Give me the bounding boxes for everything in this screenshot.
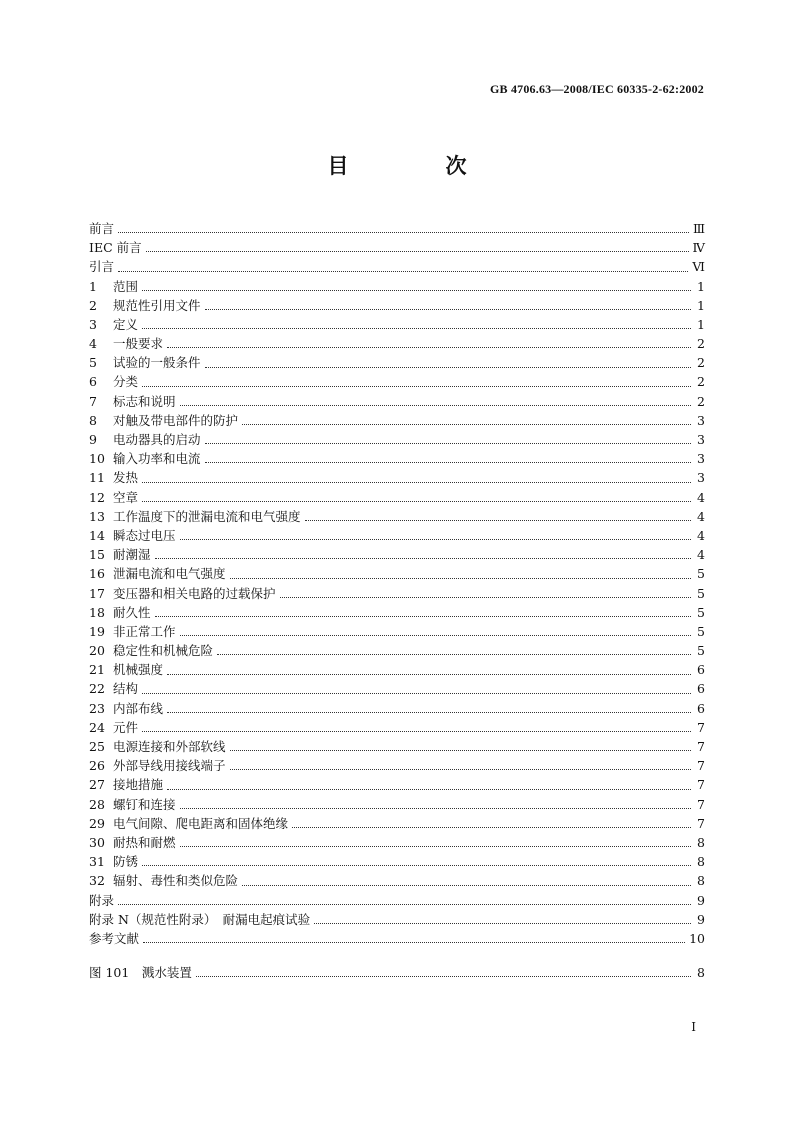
toc-entry-page: 2 xyxy=(697,336,705,352)
toc-entry-title: 参考文献 xyxy=(89,930,140,946)
toc-entry-page: 2 xyxy=(697,355,705,371)
dot-leader xyxy=(305,520,691,521)
dot-leader xyxy=(205,309,691,310)
toc-entry-title: 内部布线 xyxy=(113,700,164,716)
page-title: 目 次 xyxy=(327,153,505,178)
toc-entry-title: 螺钉和连接 xyxy=(113,796,176,812)
toc-entry[interactable] xyxy=(89,891,705,910)
toc-entry-title: 瞬态过电压 xyxy=(113,527,176,543)
toc-entry-number: 1 xyxy=(89,278,97,294)
toc-entry-title: 变压器和相关电路的过载保护 xyxy=(113,585,276,601)
dot-leader xyxy=(142,386,691,387)
dot-leader xyxy=(205,367,691,368)
toc-entry-number: 26 xyxy=(89,758,105,774)
toc-entry-title: 电动器具的启动 xyxy=(113,432,201,448)
toc-entry-title: 耐久性 xyxy=(113,604,151,620)
dot-leader xyxy=(167,789,691,790)
toc-entry-page: 7 xyxy=(697,777,705,793)
toc-entry[interactable] xyxy=(89,929,705,948)
toc-entry-title: IEC 前言 xyxy=(89,240,142,256)
toc-entry-title: 前言 xyxy=(89,220,115,236)
figure-entry[interactable] xyxy=(89,963,705,982)
toc-entry-title: 辐射、毒性和类似危险 xyxy=(113,873,239,889)
toc-entry-page: 4 xyxy=(697,489,705,505)
toc-entry[interactable] xyxy=(89,756,705,775)
dot-leader xyxy=(230,578,691,579)
toc-entry-number: 24 xyxy=(89,719,105,735)
toc-entry-number: 29 xyxy=(89,815,105,831)
dot-leader xyxy=(142,693,691,694)
toc-entry-title: 规范性引用文件 xyxy=(113,297,201,313)
toc-entry-title: 外部导线用接线端子 xyxy=(113,758,226,774)
toc-entry-page: 9 xyxy=(697,911,705,927)
toc-entry[interactable] xyxy=(89,296,705,315)
toc-entry[interactable] xyxy=(89,641,705,660)
toc-entry-title: 工作温度下的泄漏电流和电气强度 xyxy=(113,508,301,524)
dot-leader xyxy=(118,232,689,233)
toc-entry[interactable] xyxy=(89,660,705,679)
dot-leader xyxy=(280,597,691,598)
toc-entry-page: 5 xyxy=(697,585,705,601)
toc-entry[interactable] xyxy=(89,584,705,603)
toc-entry[interactable] xyxy=(89,814,705,833)
toc-entry-number: 27 xyxy=(89,777,105,793)
toc-entry-title: 耐热和耐燃 xyxy=(113,834,176,850)
toc-entry[interactable] xyxy=(89,507,705,526)
toc-entry-page: 8 xyxy=(697,964,705,980)
dot-leader xyxy=(180,846,691,847)
toc-entry-number: 2 xyxy=(89,297,97,313)
toc-entry-page: 1 xyxy=(697,297,705,313)
dot-leader xyxy=(242,424,691,425)
toc-entry-page: 6 xyxy=(697,662,705,678)
figure-list xyxy=(89,963,705,982)
toc-entry-page: 3 xyxy=(697,451,705,467)
toc-entry[interactable] xyxy=(89,392,705,411)
dot-leader xyxy=(180,635,691,636)
toc-entry[interactable] xyxy=(89,603,705,622)
toc-entry-title: 定义 xyxy=(113,316,139,332)
toc-entry-title: 图 101 溅水装置 xyxy=(89,964,192,980)
toc-entry-title: 空章 xyxy=(113,489,139,505)
dot-leader xyxy=(180,539,691,540)
toc-entry-page: 4 xyxy=(697,508,705,524)
toc-entry-page: 3 xyxy=(697,470,705,486)
toc-entry[interactable] xyxy=(89,219,705,238)
dot-leader xyxy=(142,482,691,483)
toc-entry[interactable] xyxy=(89,353,705,372)
dot-leader xyxy=(230,769,691,770)
toc-entry-title: 输入功率和电流 xyxy=(113,451,201,467)
toc-entry-number: 17 xyxy=(89,585,105,601)
dot-leader xyxy=(196,976,691,977)
dot-leader xyxy=(143,942,685,943)
toc-entry-title: 电气间隙、爬电距离和固体绝缘 xyxy=(113,815,289,831)
toc-entry-number: 14 xyxy=(89,527,105,543)
toc-entry-number: 6 xyxy=(89,374,97,390)
dot-leader xyxy=(142,328,691,329)
toc-entry-page: 10 xyxy=(689,930,705,946)
toc-entry[interactable] xyxy=(89,411,705,430)
toc-entry-page: 5 xyxy=(697,566,705,582)
standard-code-header: GB 4706.63—2008/IEC 60335-2-62:2002 xyxy=(490,82,704,96)
toc-entry[interactable] xyxy=(89,334,705,353)
toc-entry-number: 16 xyxy=(89,566,105,582)
toc-entry[interactable] xyxy=(89,871,705,890)
toc-entry-page: Ⅲ xyxy=(692,220,705,236)
toc-entry-page: 7 xyxy=(697,815,705,831)
toc-entry-number: 25 xyxy=(89,739,105,755)
toc-entry-number: 10 xyxy=(89,451,105,467)
toc-entry[interactable] xyxy=(89,277,705,296)
toc-entry[interactable] xyxy=(89,622,705,641)
dot-leader xyxy=(292,827,691,828)
toc-entry-page: Ⅳ xyxy=(692,240,705,256)
toc-entry-page: 3 xyxy=(697,432,705,448)
toc-entry-number: 31 xyxy=(89,854,105,870)
toc-entry-page: 7 xyxy=(697,758,705,774)
toc-entry-title: 分类 xyxy=(113,374,139,390)
dot-leader xyxy=(167,674,691,675)
toc-entry-number: 18 xyxy=(89,604,105,620)
toc-entry-number: 30 xyxy=(89,834,105,850)
toc-entry-number: 20 xyxy=(89,643,105,659)
page-number: I xyxy=(691,1020,696,1034)
dot-leader xyxy=(167,712,691,713)
toc-entry[interactable] xyxy=(89,718,705,737)
toc-entry[interactable] xyxy=(89,775,705,794)
dot-leader xyxy=(142,865,691,866)
toc-entry-title: 发热 xyxy=(113,470,139,486)
toc-entry-page: 9 xyxy=(697,892,705,908)
toc-entry-title: 范围 xyxy=(113,278,139,294)
toc-entry-page: 3 xyxy=(697,412,705,428)
toc-entry-title: 稳定性和机械危险 xyxy=(113,643,214,659)
toc-entry-title: 泄漏电流和电气强度 xyxy=(113,566,226,582)
toc-entry[interactable] xyxy=(89,526,705,545)
toc-entry-title: 对触及带电部件的防护 xyxy=(113,412,239,428)
dot-leader xyxy=(180,808,691,809)
toc-entry[interactable] xyxy=(89,852,705,871)
dot-leader xyxy=(142,290,691,291)
toc-entry-number: 11 xyxy=(89,470,105,486)
toc-entry-number: 28 xyxy=(89,796,105,812)
dot-leader xyxy=(118,271,688,272)
toc-entry[interactable] xyxy=(89,699,705,718)
dot-leader xyxy=(230,750,691,751)
dot-leader xyxy=(205,462,691,463)
dot-leader xyxy=(242,885,691,886)
toc-entry-page: 1 xyxy=(697,316,705,332)
dot-leader xyxy=(155,616,691,617)
toc-entry-title: 非正常工作 xyxy=(113,623,176,639)
toc-entry-number: 3 xyxy=(89,316,97,332)
toc-entry-title: 元件 xyxy=(113,719,139,735)
toc-entry-title: 一般要求 xyxy=(113,336,164,352)
toc-entry-page: 6 xyxy=(697,700,705,716)
toc-entry[interactable] xyxy=(89,545,705,564)
toc-entry-number: 7 xyxy=(89,393,97,409)
toc-entry-page: 7 xyxy=(697,739,705,755)
toc-entry-title: 标志和说明 xyxy=(113,393,176,409)
dot-leader xyxy=(142,731,691,732)
toc-entry-number: 23 xyxy=(89,700,105,716)
toc-entry[interactable] xyxy=(89,468,705,487)
toc-entry[interactable] xyxy=(89,373,705,392)
toc-entry-page: 8 xyxy=(697,834,705,850)
toc-entry[interactable] xyxy=(89,257,705,276)
dot-leader xyxy=(167,347,691,348)
toc-entry-title: 防锈 xyxy=(113,854,139,870)
toc-entry[interactable] xyxy=(89,680,705,699)
toc-entry-page: 2 xyxy=(697,374,705,390)
dot-leader xyxy=(205,443,691,444)
toc-entry-title: 附录 N（规范性附录） 耐漏电起痕试验 xyxy=(89,911,311,927)
toc-entry-number: 22 xyxy=(89,681,105,697)
toc-entry[interactable] xyxy=(89,488,705,507)
toc-entry-page: Ⅵ xyxy=(692,259,705,275)
toc-entry-title: 引言 xyxy=(89,259,115,275)
toc-entry[interactable] xyxy=(89,737,705,756)
toc-entry-page: 5 xyxy=(697,604,705,620)
dot-leader xyxy=(155,558,691,559)
toc-entry-title: 试验的一般条件 xyxy=(113,355,201,371)
dot-leader xyxy=(217,654,691,655)
toc-entry-page: 7 xyxy=(697,796,705,812)
toc-entry[interactable] xyxy=(89,564,705,583)
toc-entry-page: 2 xyxy=(697,393,705,409)
dot-leader xyxy=(146,251,689,252)
toc-entry-number: 12 xyxy=(89,489,105,505)
toc-entry-page: 1 xyxy=(697,278,705,294)
toc-entry-number: 9 xyxy=(89,432,97,448)
toc-entry-number: 4 xyxy=(89,336,97,352)
toc-entry-title: 附录 xyxy=(89,892,115,908)
toc-entry[interactable] xyxy=(89,910,705,929)
toc-entry-page: 8 xyxy=(697,854,705,870)
toc-entry[interactable] xyxy=(89,449,705,468)
toc-entry[interactable] xyxy=(89,833,705,852)
toc-entry-page: 5 xyxy=(697,643,705,659)
toc-entry[interactable] xyxy=(89,238,705,257)
toc-entry-number: 21 xyxy=(89,662,105,678)
table-of-contents xyxy=(89,219,705,948)
toc-entry[interactable] xyxy=(89,315,705,334)
toc-entry-page: 6 xyxy=(697,681,705,697)
toc-entry-number: 8 xyxy=(89,412,97,428)
toc-entry-page: 4 xyxy=(697,547,705,563)
toc-entry-number: 32 xyxy=(89,873,105,889)
dot-leader xyxy=(118,904,691,905)
toc-entry-title: 机械强度 xyxy=(113,662,164,678)
toc-entry-number: 15 xyxy=(89,547,105,563)
toc-entry-page: 5 xyxy=(697,623,705,639)
toc-entry-title: 接地措施 xyxy=(113,777,164,793)
toc-entry-page: 7 xyxy=(697,719,705,735)
toc-entry-title: 结构 xyxy=(113,681,139,697)
toc-entry-title: 耐潮湿 xyxy=(113,547,151,563)
toc-entry-number: 19 xyxy=(89,623,105,639)
toc-entry[interactable] xyxy=(89,795,705,814)
toc-entry-page: 8 xyxy=(697,873,705,889)
toc-entry[interactable] xyxy=(89,430,705,449)
toc-entry-number: 5 xyxy=(89,355,97,371)
toc-entry-number: 13 xyxy=(89,508,105,524)
dot-leader xyxy=(180,405,691,406)
toc-entry-page: 4 xyxy=(697,527,705,543)
dot-leader xyxy=(314,923,691,924)
dot-leader xyxy=(142,501,691,502)
toc-entry-title: 电源连接和外部软线 xyxy=(113,739,226,755)
